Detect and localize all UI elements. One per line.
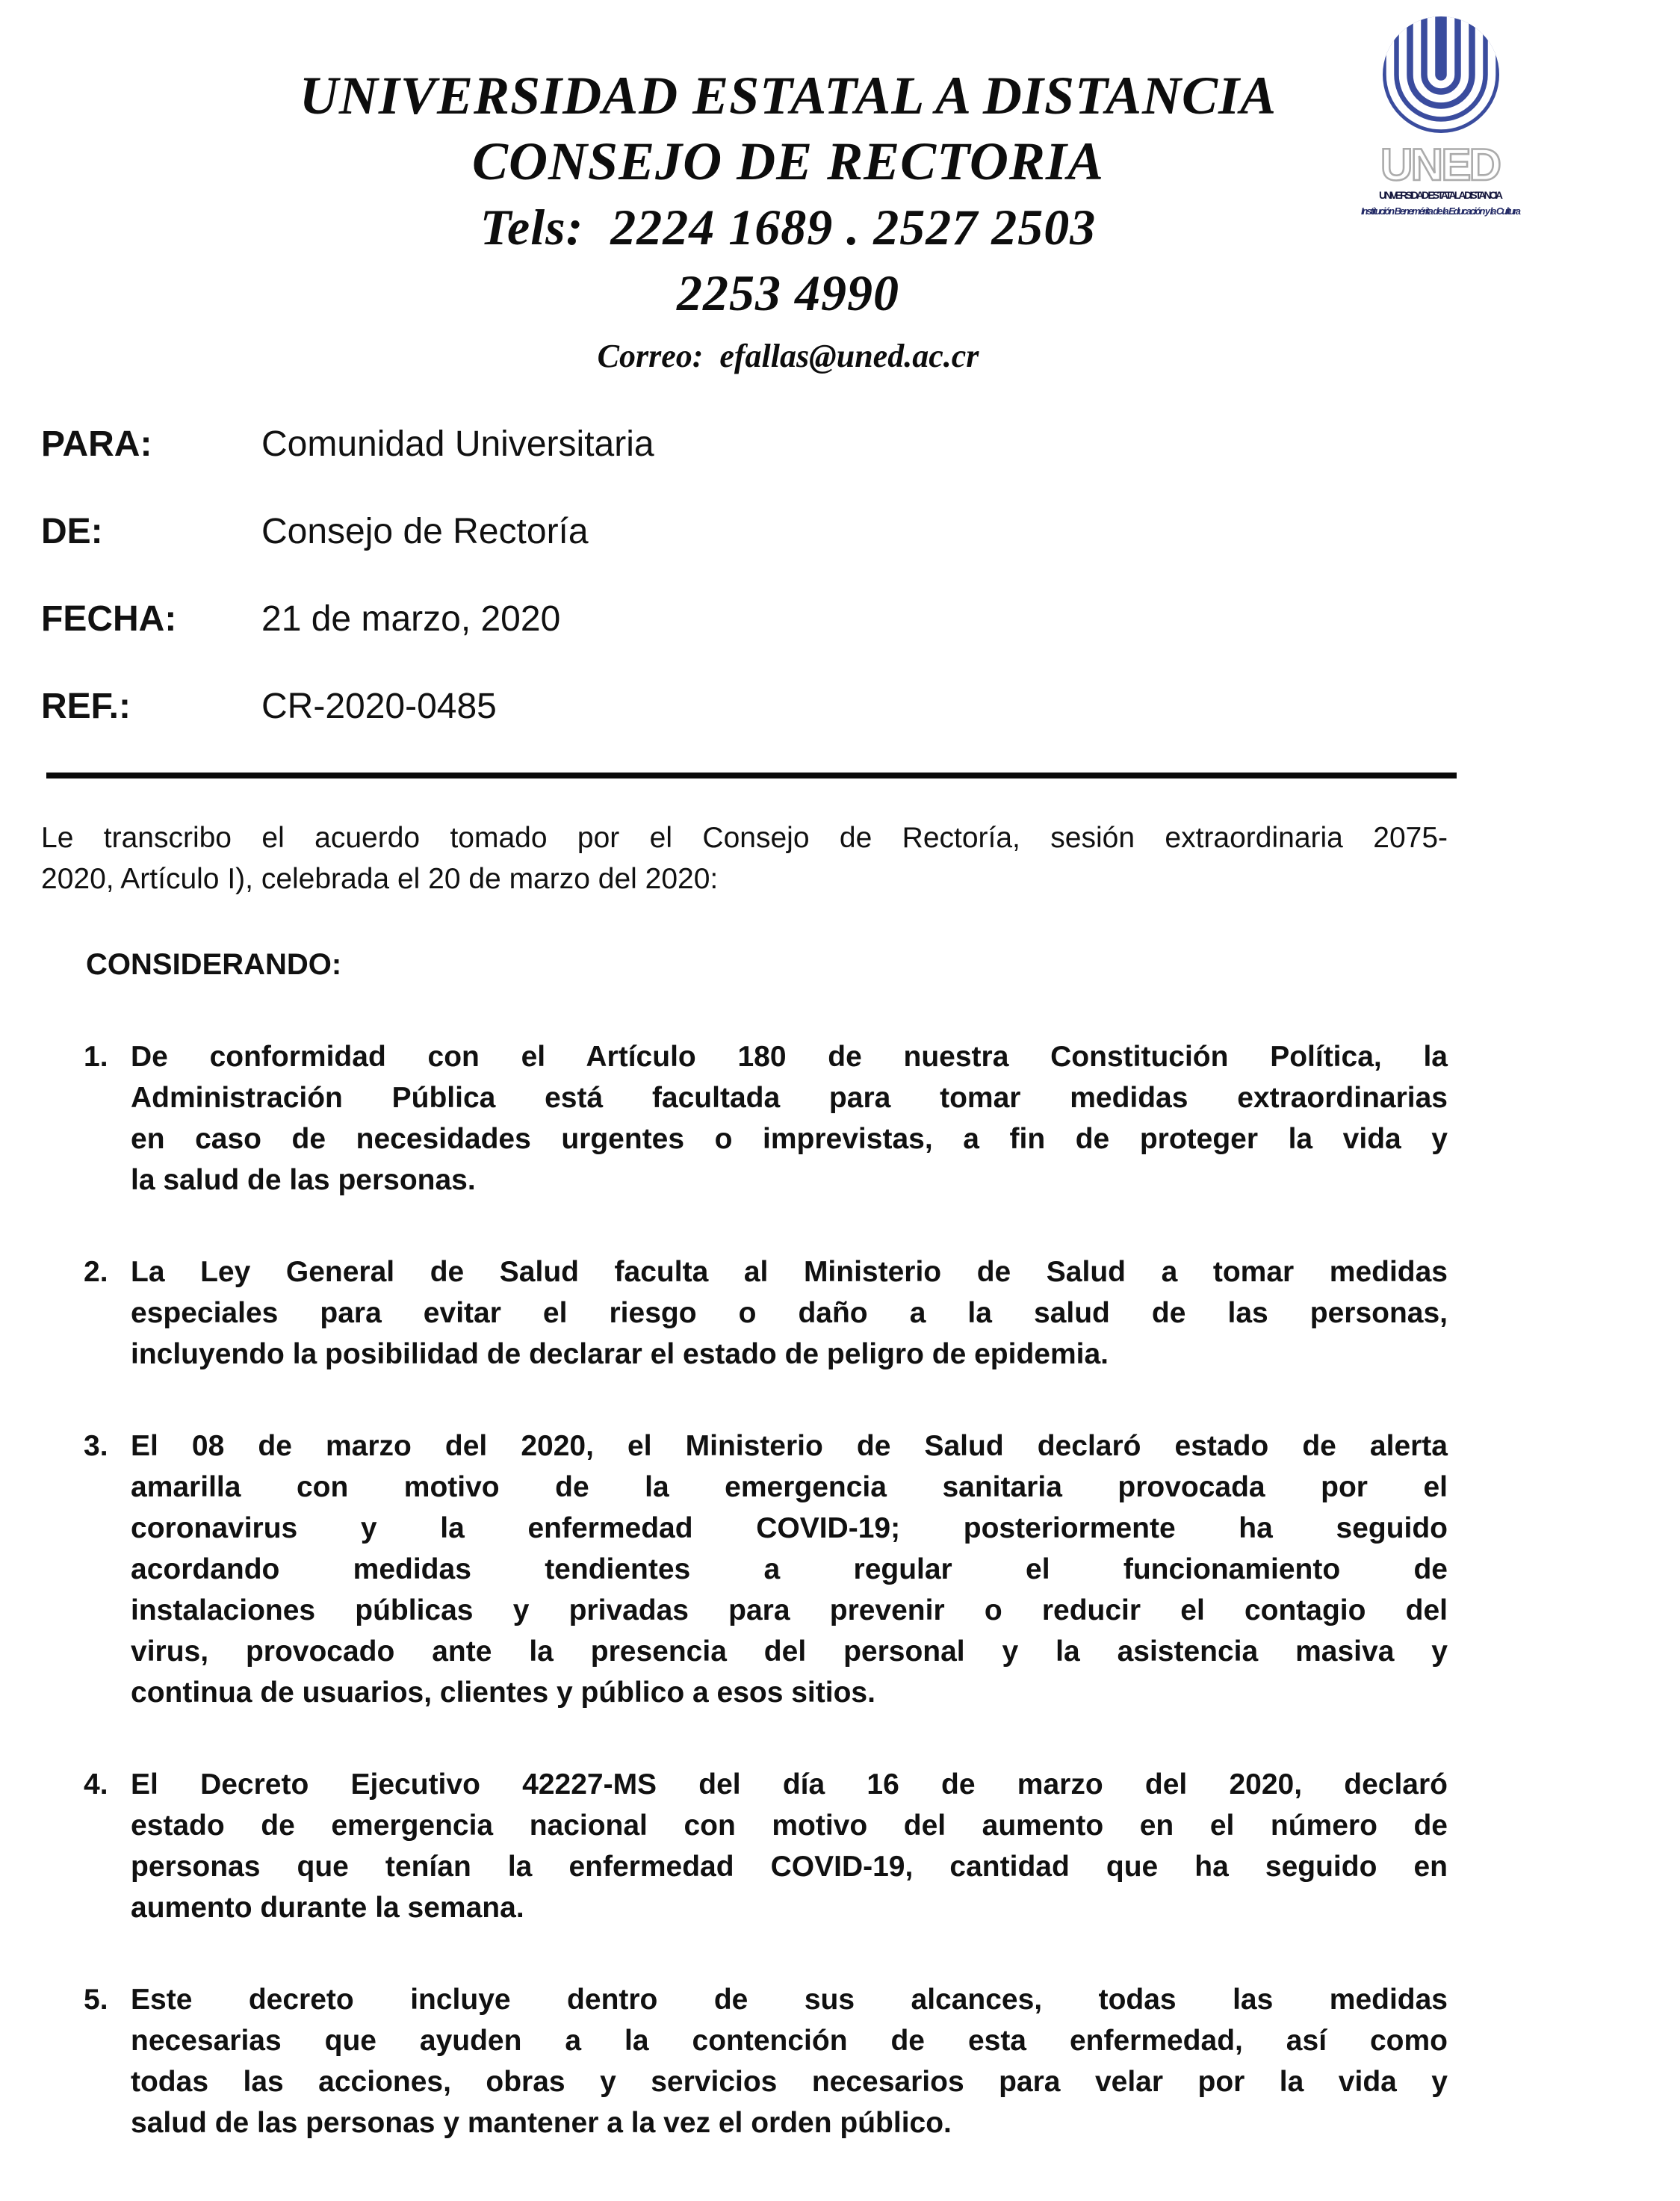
memo-label-de: DE:: [41, 512, 103, 551]
memo-row-ref: [41, 685, 1448, 728]
item-number: 2.: [84, 1256, 108, 1288]
memo-value-ref: CR-2020-0485: [261, 687, 497, 726]
item-text: La Ley General de Salud faculta al Ministerio de Salud a tomar medidas especiales para evitar el riesgo o daño a la salud de las personas, incluyendo la posibilidad de declarar el estado de peligro de epidemia.: [131, 1256, 1448, 1370]
letterhead-phones-line2: 2253 4990: [677, 264, 899, 321]
memo-row-para: [41, 423, 1448, 466]
letterhead-title-line2: CONSEJO DE RECTORIA: [472, 131, 1104, 191]
memo-label-ref: REF.:: [41, 687, 131, 726]
letterhead-email: Correo: efallas@uned.ac.cr: [597, 338, 979, 374]
considerando-item-1: [41, 1036, 1448, 1201]
item-number: 1.: [84, 1041, 108, 1073]
considerando-item-3: [41, 1425, 1448, 1713]
logo-name: UNIVERSIDAD ESTATAL A DISTANCIA: [1379, 189, 1503, 201]
logo-acronym: UNED: [1380, 140, 1501, 190]
letterhead-title-line1: UNIVERSIDAD ESTATAL A DISTANCIA: [299, 66, 1277, 126]
considerando-item-5: [41, 1979, 1448, 2143]
memo-row-de: [41, 510, 1448, 554]
memo-fields: [41, 423, 1448, 728]
memo-value-para: Comunidad Universitaria: [261, 424, 654, 464]
letterhead-phones-line1: Tels: 2224 1689 . 2527 2503: [480, 199, 1097, 256]
item-number: 5.: [84, 1984, 108, 2016]
item-text: El Decreto Ejecutivo 42227-MS del día 16 de marzo del 2020, declaró estado de emergencia nacional con motivo del aumento en el número de personas que tenían la enfermedad COVID-19, cantidad que ha seguido en aumento durante la semana.: [131, 1768, 1448, 1924]
considerando-item-4: [41, 1764, 1448, 1928]
item-text: De conformidad con el Artículo 180 de nuestra Constitución Política, la Administración Pública está facultada para tomar medidas extraordinarias en caso de necesidades urgentes o imprevistas, a fin de proteger la vida y la salud de las personas.: [131, 1041, 1448, 1196]
memo-label-para: PARA:: [41, 424, 152, 464]
item-text: Este decreto incluye dentro de sus alcances, todas las medidas necesarias que ayuden a la contención de esta enfermedad, así como todas las acciones, obras y servicios necesarios para velar por la vida y salud de las personas y mantener a la vez el orden público.: [131, 1984, 1448, 2139]
considerando-heading: CONSIDERANDO:: [86, 948, 342, 981]
memo-label-fecha: FECHA:: [41, 599, 177, 639]
intro-paragraph: Le transcribo el acuerdo tomado por el Consejo de Rectoría, sesión extraordinaria 2075- 2020, Artículo I), celebrada el 20 de marzo del 2020:: [41, 822, 1448, 895]
memo-row-fecha: [41, 598, 1448, 641]
item-text: El 08 de marzo del 2020, el Ministerio de Salud declaró estado de alerta amarilla con motivo de la emergencia sanitaria provocada por el coronavirus y la enfermedad COVID-19; posteriormente ha seguido acordando medidas tendientes a regular el funcionamiento de instalaciones públicas y privadas para prevenir o reducir el contagio del virus, provocado ante la presencia del personal y la asistencia masiva y continua de usuarios, clientes y público a esos sitios.: [131, 1430, 1448, 1709]
considerando-item-2: [41, 1251, 1448, 1375]
memo-value-de: Consejo de Rectoría: [261, 512, 589, 551]
logo-motto: Institución Benemérita de la Educación y la Cultura: [1361, 205, 1521, 217]
memo-value-fecha: 21 de marzo, 2020: [261, 599, 561, 639]
document-body: [41, 0, 1448, 2143]
item-number: 4.: [84, 1768, 108, 1801]
item-number: 3.: [84, 1430, 108, 1462]
separator-rule: [46, 773, 1457, 778]
